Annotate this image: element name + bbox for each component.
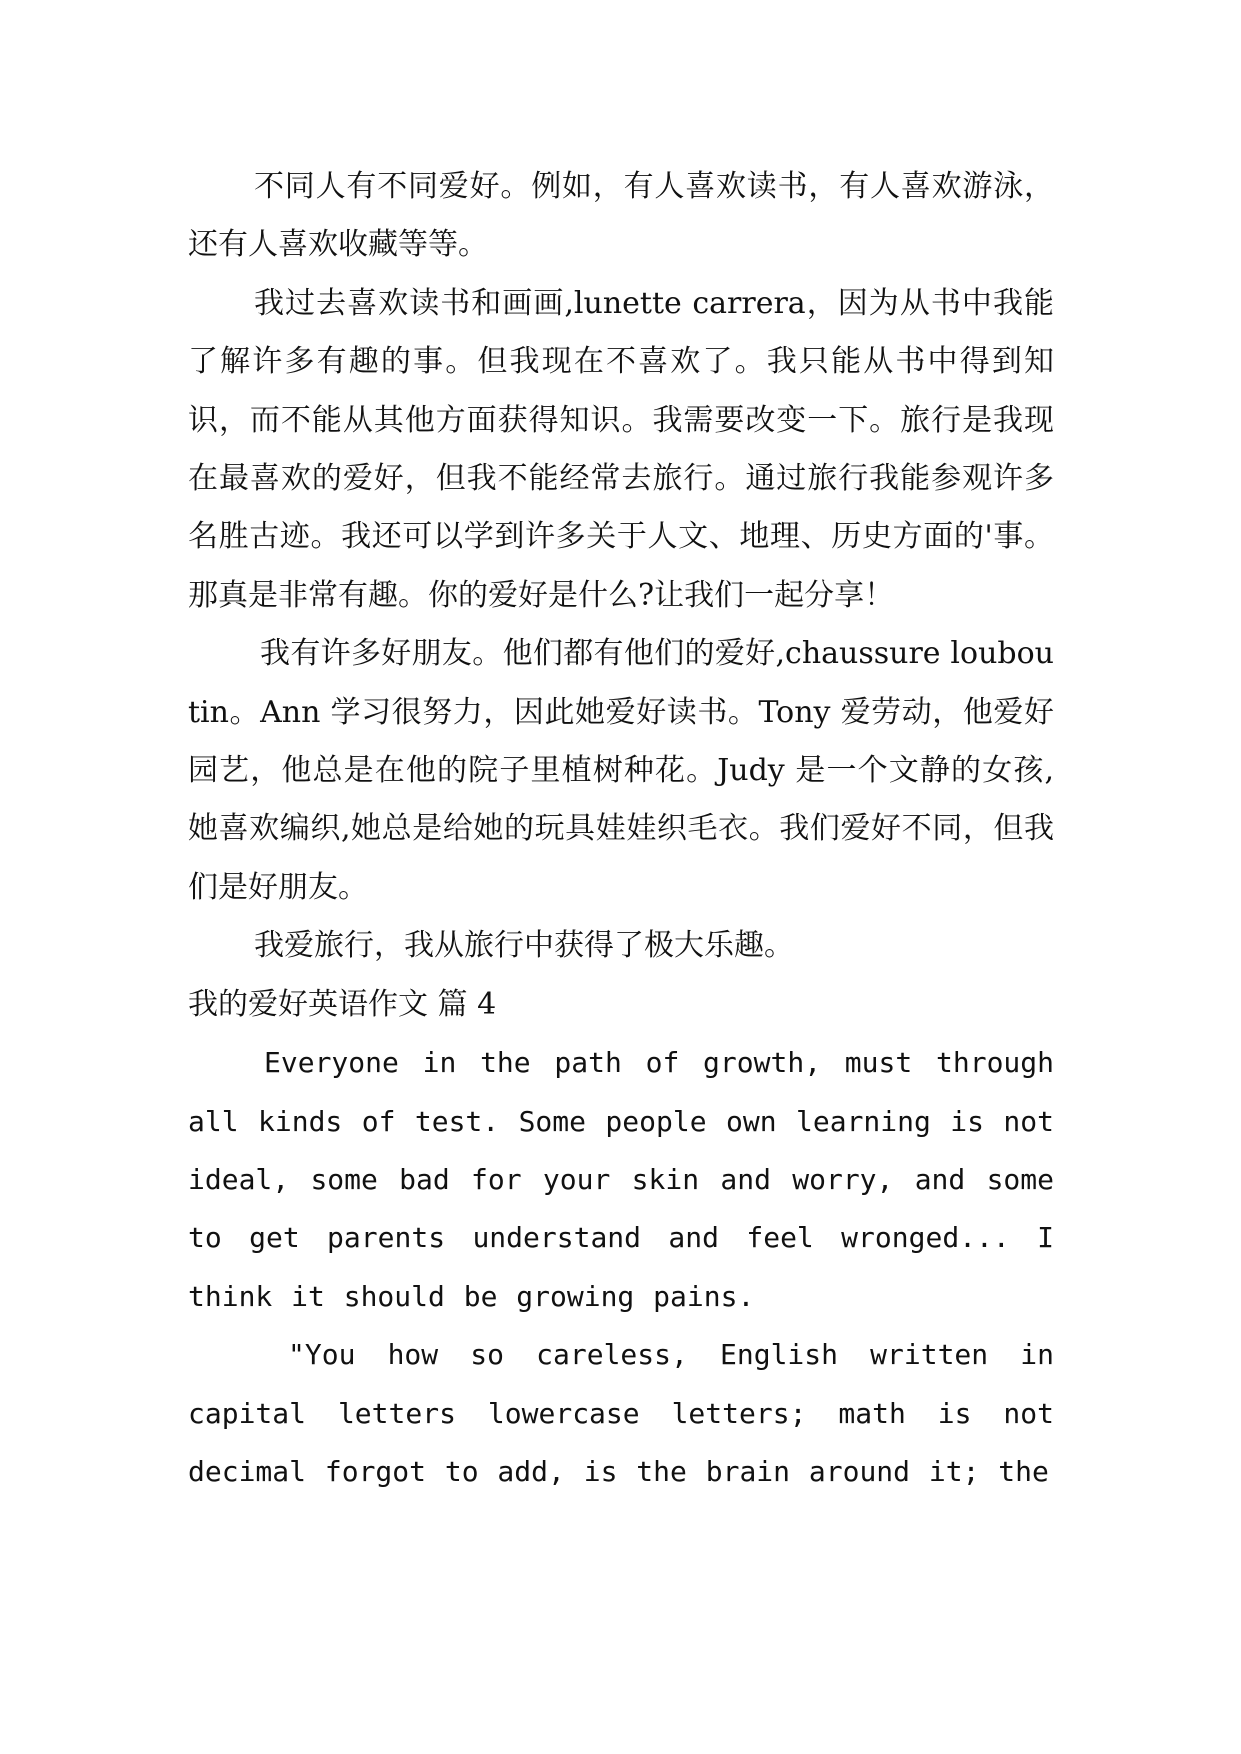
paragraph-friends-hobbies: 我有许多好朋友。他们都有他们的爱好,chaussure louboutin。Ann 学习很努力，因此她爱好读书。Tony 爱劳动，他爱好园艺，他总是在他的院子里植树种花。Judy 是一个文静的女孩,她喜欢编织,她总是给她的玩具娃娃织毛衣。我们爱好不同，但我们是好朋友。	[188, 636, 1054, 905]
document-body	[188, 158, 1054, 1501]
paragraph-love-travel: 我爱旅行，我从旅行中获得了极大乐趣。	[254, 928, 794, 964]
section-heading: 我的爱好英语作文 篇 4	[188, 986, 497, 1022]
paragraph-hobbies-intro: 不同人有不同爱好。例如，有人喜欢读书，有人喜欢游泳，还有人喜欢收藏等等。	[188, 169, 1054, 263]
paragraph-reading-travel: 我过去喜欢读书和画画,lunette carrera，因为从书中我能了解许多有趣的事。但我现在不喜欢了。我只能从书中得到知识，而不能从其他方面获得知识。我需要改变一下。旅行是我现在最喜欢的爱好，但我不能经常去旅行。通过旅行我能参观许多名胜古迹。我还可以学到许多关于人文、地理、历史方面的'事。那真是非常有趣。你的爱好是什么?让我们一起分享！	[188, 285, 1054, 613]
paragraph-english-careless: "You how so careless, English written in capital letters lowercase letters; math is not decimal forgot to add, is the brain around it; the	[188, 1338, 1054, 1488]
paragraph-english-growth: Everyone in the path of growth, must through all kinds of test. Some people own learning is not ideal, some bad for your skin and worry, and some to get parents understand and feel wronged... I think it should be growing pains.	[188, 1046, 1054, 1313]
